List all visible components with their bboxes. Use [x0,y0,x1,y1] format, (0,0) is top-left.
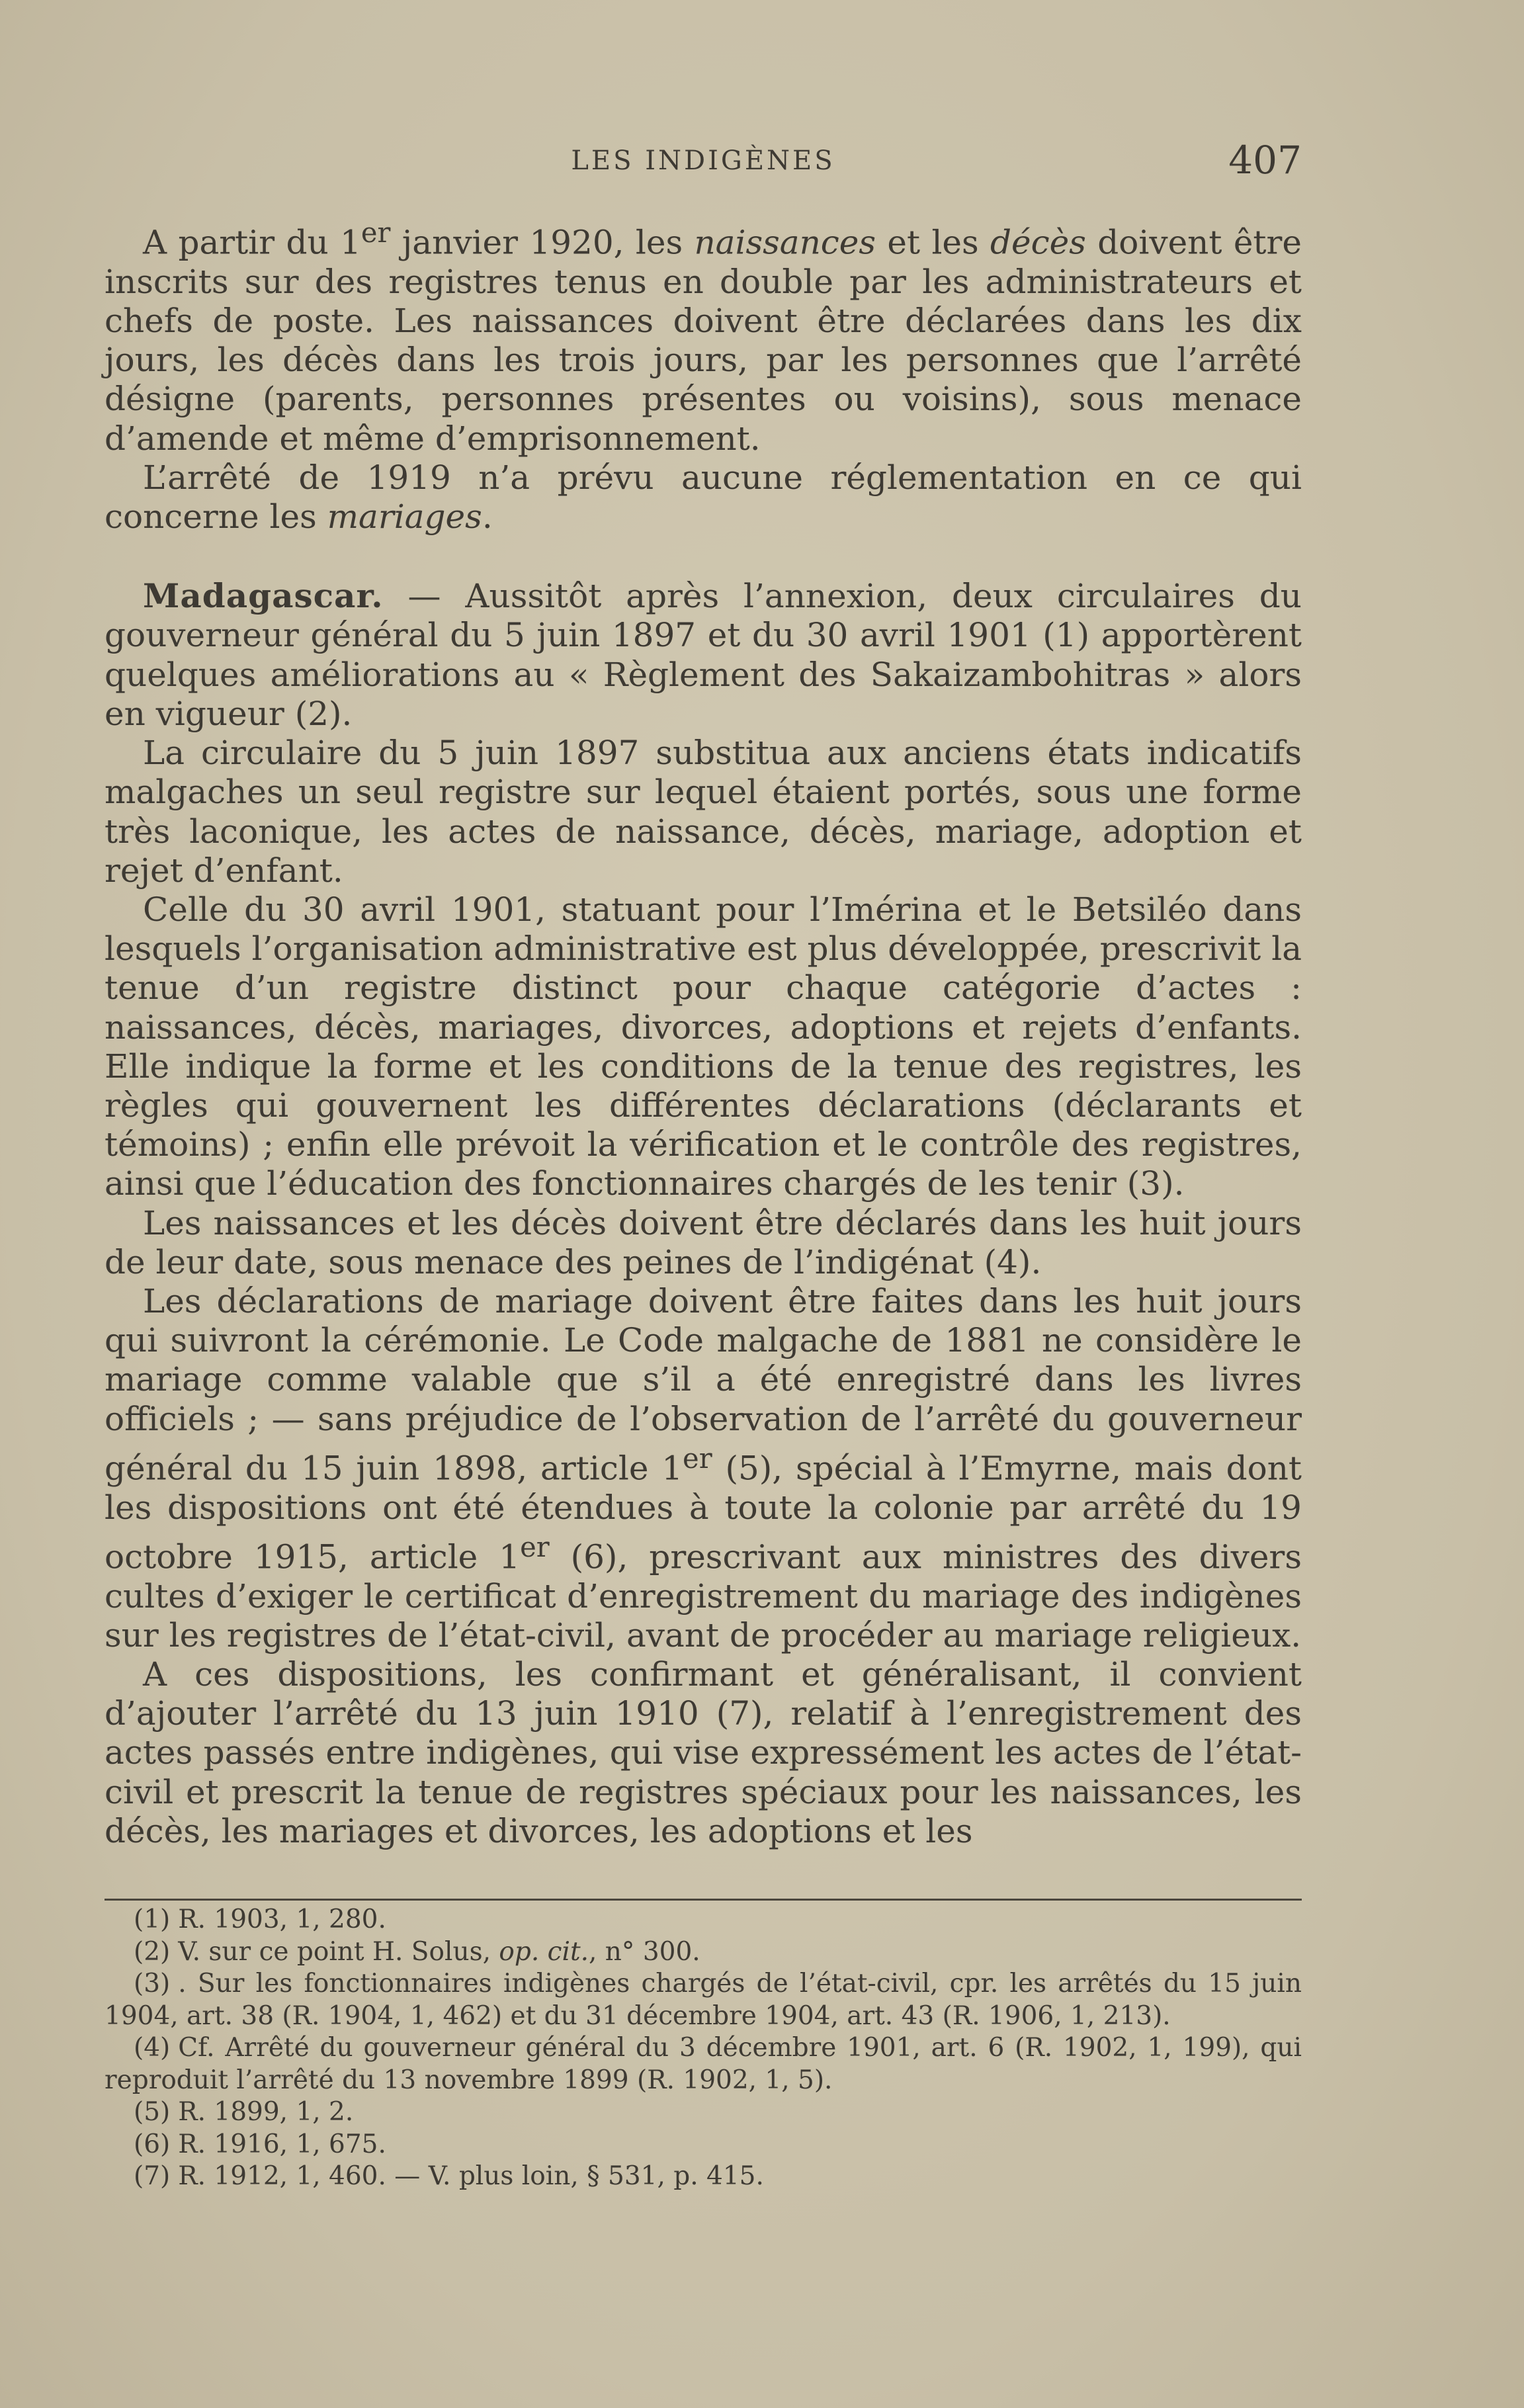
text-run: Les déclarations de mariage doivent être faites dans les huit jours qui suivront la cérémonie. Le Code malgache de 1881 ne considère le mariage comme valable que s’il a été enregistré dans les livres officiels ; — sans préjudice de l’observation de l’arrêté du gouverneur général du 15 juin 1898, article 1 [105,1281,1302,1488]
footnote-number: (3) [134,1969,171,1999]
footnote-number: (2) [134,1936,171,1967]
footnote [105,2096,1302,2129]
italic-text: naissances [694,223,876,262]
text-run: Celle du 30 avril 1901, statuant pour l’Imérina et le Betsiléo dans lesquels l’organisation administrative est plus développée, prescrivit la tenue d’un registre distinct pour chaque catégorie d’actes : naissances, décès, mariages, divorces, adoptions et rejets d’enfants. Elle indique la forme et les conditions de la tenue des registres, les règles qui gouvernent les différentes déclarations (déclarants et témoins) ; enfin elle prévoit la vérification et le contrôle des registres, ainsi que l’éducation des fonctionnaires chargés de les tenir (3). [105,890,1302,1203]
footnotes [105,1904,1302,2193]
paragraph [105,213,1302,458]
footnote-rule [105,1899,1302,1901]
paragraph [105,1655,1302,1851]
footnote [105,2032,1302,2096]
text-run: R. 1899, 1, 2. [178,2097,354,2127]
footnote [105,1904,1302,1936]
paragraph [105,458,1302,537]
italic-text: mariages [327,497,482,537]
italic-text: op. cit. [499,1936,589,1967]
footnote [105,2161,1302,2193]
paragraph [105,734,1302,890]
running-title: LES INDIGÈNES [571,146,835,176]
footnote-number: (6) [134,2129,171,2159]
footnote-number: (4) [134,2033,171,2063]
footnote-number: (5) [134,2097,171,2127]
text-run: A partir du 1 [143,223,361,262]
footnote [105,2129,1302,2161]
text-run: La circulaire du 5 juin 1897 substitua aux anciens états indicatifs malgaches un seul registre sur lequel étaient portés, sous une forme très laconique, les actes de naissance, décès, mariage, adoption et rejet d’enfant. [105,734,1302,890]
paragraph [105,890,1302,1204]
text-run: (6), prescrivant aux ministres des divers cultes d’exiger le certificat d’enregistrement du mariage des indigènes sur les registres de l’état-civil, avant de procéder au mariage religieux. [105,1537,1302,1655]
text-run: Les naissances et les décès doivent être déclarés dans les huit jours de leur date, sous menace des peines de l’indigénat (4). [105,1203,1302,1281]
footnote-number: (7) [134,2161,171,2191]
body-text [105,213,1302,1851]
text-run: . [482,497,493,537]
text-run: R. 1912, 1, 460. — V. plus loin, § 531, p. 415. [178,2161,764,2191]
footnote [105,1936,1302,1969]
text-run: V. sur ce point H. Solus, [178,1936,499,1967]
text-run: janvier 1920, les [390,223,695,262]
paragraph [105,1204,1302,1282]
italic-text: décès [990,223,1086,262]
paragraph [105,1282,1302,1655]
superscript: er [520,1530,550,1563]
text-run: . Sur les fonctionnaires indigènes chargés de l’état-civil, cpr. les arrêtés du 15 juin 1904, art. 38 (R. 1904, 1, 462) et du 31 décembre 1904, art. 43 (R. 1906, 1, 213). [105,1969,1302,2031]
text-run: — Aussitôt après l’annexion, deux circulaires du gouverneur général du 5 juin 1897 et du 30 avril 1901 (1) apportèrent quelques améliorations au « Règlement des Sakaizambohitras » alors en vigueur (2). [105,577,1302,733]
text-run: (5), spécial à l’Emyrne, mais dont les dispositions ont été étendues à toute la colonie par arrêté du 19 octobre 1915, article 1 [105,1449,1302,1576]
text-run: doivent être inscrits sur des registres tenus en double par les administrateurs et chefs de poste. Les naissances doivent être déclarées dans les dix jours, les décès dans les trois jours, par les personnes que l’arrêté désigne (parents, personnes présentes ou voisins), sous menace d’amende et même d’emprisonnement. [105,223,1302,458]
page-number: 407 [1228,138,1302,183]
text-run: Cf. Arrêté du gouverneur général du 3 décembre 1901, art. 6 (R. 1902, 1, 199), qui reproduit l’arrêté du 13 novembre 1899 (R. 1902, 1, 5). [105,2033,1302,2095]
superscript: er [360,216,391,249]
superscript: er [683,1441,712,1475]
footnote [105,1968,1302,2032]
text-run: et les [876,223,991,262]
text-run: A ces dispositions, les confirmant et généralisant, il convient d’ajouter l’arrêté du 13 juin 1910 (7), relatif à l’enregistrement des actes passés entre indigènes, qui vise expressément les actes de l’état-civil et prescrit la tenue de registres spéciaux pour les naissances, les décès, les mariages et divorces, les adoptions et les [105,1655,1302,1850]
text-run: , n° 300. [589,1936,700,1967]
running-head [105,138,1302,184]
text-run: L’arrêté de 1919 n’a prévu aucune réglementation en ce qui concerne les [105,458,1302,537]
text-run: R. 1916, 1, 675. [178,2129,386,2159]
paragraph [105,576,1302,734]
text-run: R. 1903, 1, 280. [178,1905,386,1934]
section-heading: Madagascar. [143,576,384,616]
footnote-number: (1) [134,1905,171,1934]
